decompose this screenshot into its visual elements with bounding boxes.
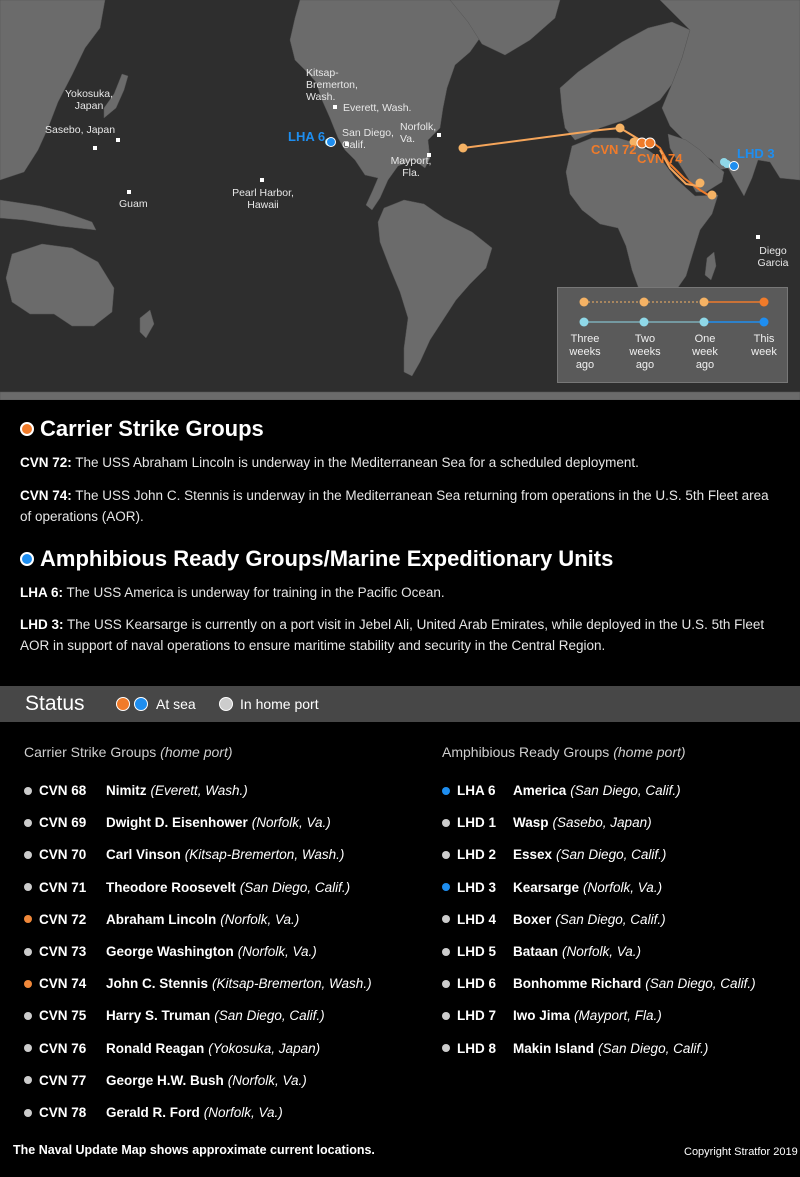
ship-name: Iwo Jima [513, 1008, 571, 1024]
cvn74-trail-point [708, 191, 717, 200]
ship-name: Makin Island [513, 1040, 595, 1056]
status-title: Status [25, 692, 85, 715]
madagascar-landmass [705, 252, 716, 280]
ship-name: Bonhomme Richard [513, 976, 642, 992]
amphib-list-header [442, 744, 686, 760]
lhd3-description [20, 614, 780, 656]
status-dot-icon [24, 851, 32, 859]
status-dot-icon [442, 915, 450, 923]
ship-row [442, 783, 681, 798]
ship-name: Bataan [513, 944, 559, 959]
ship-home-port: (San Diego, Calif.) [239, 879, 351, 895]
ship-home-port: (Norfolk, Va.) [227, 1072, 307, 1088]
world-map [0, 0, 800, 400]
cvn74-text: The USS John C. Stennis is underway in the Mediterranean Sea returning from operations in the U.S. 5th Fleet area of operations (AOR). [20, 488, 769, 524]
ship-code: CVN 69 [39, 815, 87, 831]
ship-code: LHD 6 [457, 976, 497, 992]
pearl-harbor-label: Pearl Harbor, Hawaii [232, 187, 294, 211]
ship-name: George H.W. Bush [106, 1072, 224, 1088]
ship-name: Essex [513, 847, 553, 863]
ship-code: CVN 77 [39, 1072, 87, 1088]
ship-code: LHD 5 [457, 944, 497, 959]
ship-row [24, 1073, 307, 1088]
amphib-section-title: Amphibious Ready Groups/Marine Expeditionary Units [40, 546, 614, 571]
status-dot-icon [442, 883, 450, 891]
ship-name: Dwight D. Eisenhower [106, 815, 248, 831]
cvn74-trail-point [696, 179, 705, 188]
ship-row [24, 1041, 320, 1056]
carrier-list-header [24, 744, 233, 760]
cvn72-trail-point [459, 144, 468, 153]
ship-row [24, 880, 350, 895]
cvn74-code: CVN 74: [20, 488, 72, 503]
ship-name: Theodore Roosevelt [106, 879, 236, 895]
cvn72-code: CVN 72: [20, 455, 72, 470]
ship-row [24, 1008, 325, 1023]
ship-row [442, 944, 641, 959]
ship-home-port: (San Diego, Calif.) [555, 911, 666, 927]
carrier-dot-icon [20, 422, 34, 436]
status-dot-icon [24, 948, 32, 956]
sasebo-label: Sasebo, Japan [45, 124, 116, 136]
indonesia-landmass [0, 200, 96, 230]
legend-this-week: This week [751, 333, 777, 358]
legend-two-weeks: Two weeks ago [629, 333, 661, 371]
diego-garcia-label: Diego Garcia [757, 245, 789, 269]
ship-code: LHA 6 [457, 783, 496, 798]
ship-code: CVN 75 [39, 1008, 87, 1024]
diego-garcia-port-marker [756, 235, 760, 239]
status-dot-icon [442, 948, 450, 956]
ship-home-port: (San Diego, Calif.) [645, 976, 756, 992]
lhd3-position-marker [730, 162, 739, 171]
ship-home-port: (Kitsap-Bremerton, Wash.) [184, 847, 345, 863]
ship-code: CVN 70 [39, 847, 87, 863]
at-sea-label: At sea [156, 696, 196, 712]
lha6-position-marker [327, 138, 336, 147]
cvn74-description [20, 485, 780, 527]
ship-row [24, 847, 344, 862]
status-dot-icon [442, 1044, 450, 1052]
ship-code: CVN 71 [39, 879, 87, 895]
ship-code: LHD 4 [457, 911, 497, 927]
ship-code: LHD 1 [457, 815, 497, 831]
status-dot-icon [442, 851, 450, 859]
amphib-section-heading [20, 546, 613, 572]
home-port-label: In home port [240, 696, 319, 712]
ship-home-port: (Mayport, Fla.) [574, 1008, 662, 1024]
at-sea-blue-icon [134, 697, 148, 711]
ship-code: LHD 8 [457, 1040, 497, 1056]
ship-row [24, 912, 299, 927]
status-dot-icon [24, 1012, 32, 1020]
ship-home-port: (Norfolk, Va.) [562, 944, 642, 959]
ship-home-port: (Norfolk, Va.) [203, 1105, 283, 1120]
kitsap-label: Kitsap- Bremerton, Wash. [306, 67, 358, 103]
ship-code: CVN 78 [39, 1105, 87, 1120]
status-dot-icon [442, 1012, 450, 1020]
ship-code: LHD 3 [457, 879, 497, 895]
ship-row [442, 815, 652, 830]
ship-home-port: (Norfolk, Va.) [583, 879, 663, 895]
ship-row [442, 880, 662, 895]
ship-code: CVN 72 [39, 911, 87, 927]
ship-name: Kearsarge [513, 879, 580, 895]
cvn72-text: The USS Abraham Lincoln is underway in the Mediterranean Sea for a scheduled deployment. [71, 455, 639, 470]
status-dot-icon [24, 1044, 32, 1052]
status-bar [0, 686, 800, 722]
status-dot-icon [24, 980, 32, 988]
time-legend [557, 287, 788, 383]
mayport-label: Mayport, Fla. [390, 155, 432, 179]
cvn72-trail-point [616, 124, 625, 133]
ship-row [442, 912, 666, 927]
amphib-list-subtitle: (home port) [613, 744, 686, 760]
status-dot-icon [24, 1109, 32, 1117]
ship-home-port: (San Diego, Calif.) [598, 1040, 709, 1056]
status-dot-icon [442, 980, 450, 988]
ship-name: America [513, 783, 567, 798]
legend-three-weeks: Three weeks ago [569, 333, 601, 371]
ship-row [442, 1041, 708, 1056]
status-dot-icon [24, 787, 32, 795]
ship-row [24, 944, 317, 959]
sasebo-port-marker [93, 146, 97, 150]
yokosuka-label: Yokosuka, Japan [64, 88, 114, 112]
yokosuka-port-marker [116, 138, 120, 142]
carrier-section-title: Carrier Strike Groups [40, 416, 264, 441]
footer-copyright: Copyright Stratfor 2019 [684, 1146, 798, 1158]
ship-code: CVN 74 [39, 976, 87, 992]
ship-home-port: (Kitsap-Bremerton, Wash.) [212, 976, 372, 992]
cvn72-map-label: CVN 72 [591, 142, 637, 157]
status-dot-icon [24, 915, 32, 923]
lhd3-map-label: LHD 3 [737, 146, 775, 161]
ship-name: Gerald R. Ford [106, 1105, 200, 1120]
ship-home-port: (Sasebo, Japan) [552, 815, 652, 831]
ship-home-port: (Everett, Wash.) [150, 783, 248, 798]
ship-home-port: (Yokosuka, Japan) [208, 1040, 321, 1056]
carrier-section-heading [20, 416, 264, 442]
ship-row [442, 976, 756, 991]
ship-name: Boxer [513, 911, 552, 927]
ship-row [24, 1105, 283, 1120]
status-dot-icon [24, 819, 32, 827]
norfolk-label: Norfolk, Va. [400, 121, 437, 145]
cvn72-description [20, 452, 780, 473]
ship-code: LHD 2 [457, 847, 497, 863]
ship-row [442, 847, 666, 862]
guam-label: Guam [119, 198, 148, 210]
guam-port-marker [127, 190, 131, 194]
everett-label: Everett, Wash. [343, 102, 412, 114]
footer-note: The Naval Update Map shows approximate current locations. [13, 1143, 375, 1157]
lha6-map-label: LHA 6 [288, 129, 326, 144]
ship-row [442, 1008, 662, 1023]
status-dot-icon [442, 787, 450, 795]
home-port-icon [219, 697, 233, 711]
ship-code: CVN 73 [39, 944, 87, 959]
ship-home-port: (San Diego, Calif.) [570, 783, 681, 798]
status-dot-icon [24, 883, 32, 891]
ship-name: Abraham Lincoln [106, 911, 217, 927]
ship-row [24, 815, 331, 830]
ship-home-port: (Norfolk, Va.) [251, 815, 331, 831]
ship-code: CVN 68 [39, 783, 87, 798]
ship-name: Ronald Reagan [106, 1040, 205, 1056]
ship-name: Harry S. Truman [106, 1008, 211, 1024]
cvn74-position-marker [645, 138, 655, 148]
status-dot-icon [442, 819, 450, 827]
south-america-landmass [378, 200, 492, 376]
ship-name: John C. Stennis [106, 976, 209, 992]
lhd3-code: LHD 3: [20, 617, 64, 632]
ship-row [24, 976, 372, 991]
ship-row [24, 783, 248, 798]
cvn74-map-label: CVN 74 [637, 151, 683, 166]
ship-home-port: (Norfolk, Va.) [237, 944, 317, 959]
carrier-list-subtitle: (home port) [160, 744, 233, 760]
ship-home-port: (San Diego, Calif.) [214, 1008, 325, 1024]
status-dot-icon [24, 1076, 32, 1084]
kitsap-port-marker [333, 105, 337, 109]
ship-name: George Washington [106, 944, 234, 959]
carrier-list-title: Carrier Strike Groups [24, 744, 157, 760]
pearl-harbor-port-marker [260, 178, 264, 182]
at-sea-orange-icon [116, 697, 130, 711]
lha6-text: The USS America is underway for training in the Pacific Ocean. [63, 585, 445, 600]
norfolk-port-marker [437, 133, 441, 137]
ship-name: Nimitz [106, 783, 147, 798]
lha6-description [20, 582, 780, 603]
amphib-dot-icon [20, 552, 34, 566]
ship-home-port: (San Diego, Calif.) [556, 847, 667, 863]
ship-code: LHD 7 [457, 1008, 497, 1024]
new-zealand-landmass [140, 310, 154, 338]
amphib-list-title: Amphibious Ready Groups [442, 744, 610, 760]
australia-landmass [6, 244, 114, 326]
ship-name: Wasp [513, 815, 549, 831]
antarctica-landmass [0, 392, 800, 400]
ship-name: Carl Vinson [106, 847, 181, 863]
ship-code: CVN 76 [39, 1040, 87, 1056]
legend-one-week: One week ago [692, 333, 718, 371]
lha6-code: LHA 6: [20, 585, 63, 600]
ship-home-port: (Norfolk, Va.) [220, 911, 300, 927]
san-diego-label: San Diego, Calif. [342, 127, 394, 151]
lhd3-text: The USS Kearsarge is currently on a port visit in Jebel Ali, United Arab Emirates, while deployed in the U.S. 5th Fleet AOR in support of naval operations to ensure maritime stability and security in the Central Region. [20, 617, 765, 653]
time-legend-graphic [558, 288, 787, 332]
